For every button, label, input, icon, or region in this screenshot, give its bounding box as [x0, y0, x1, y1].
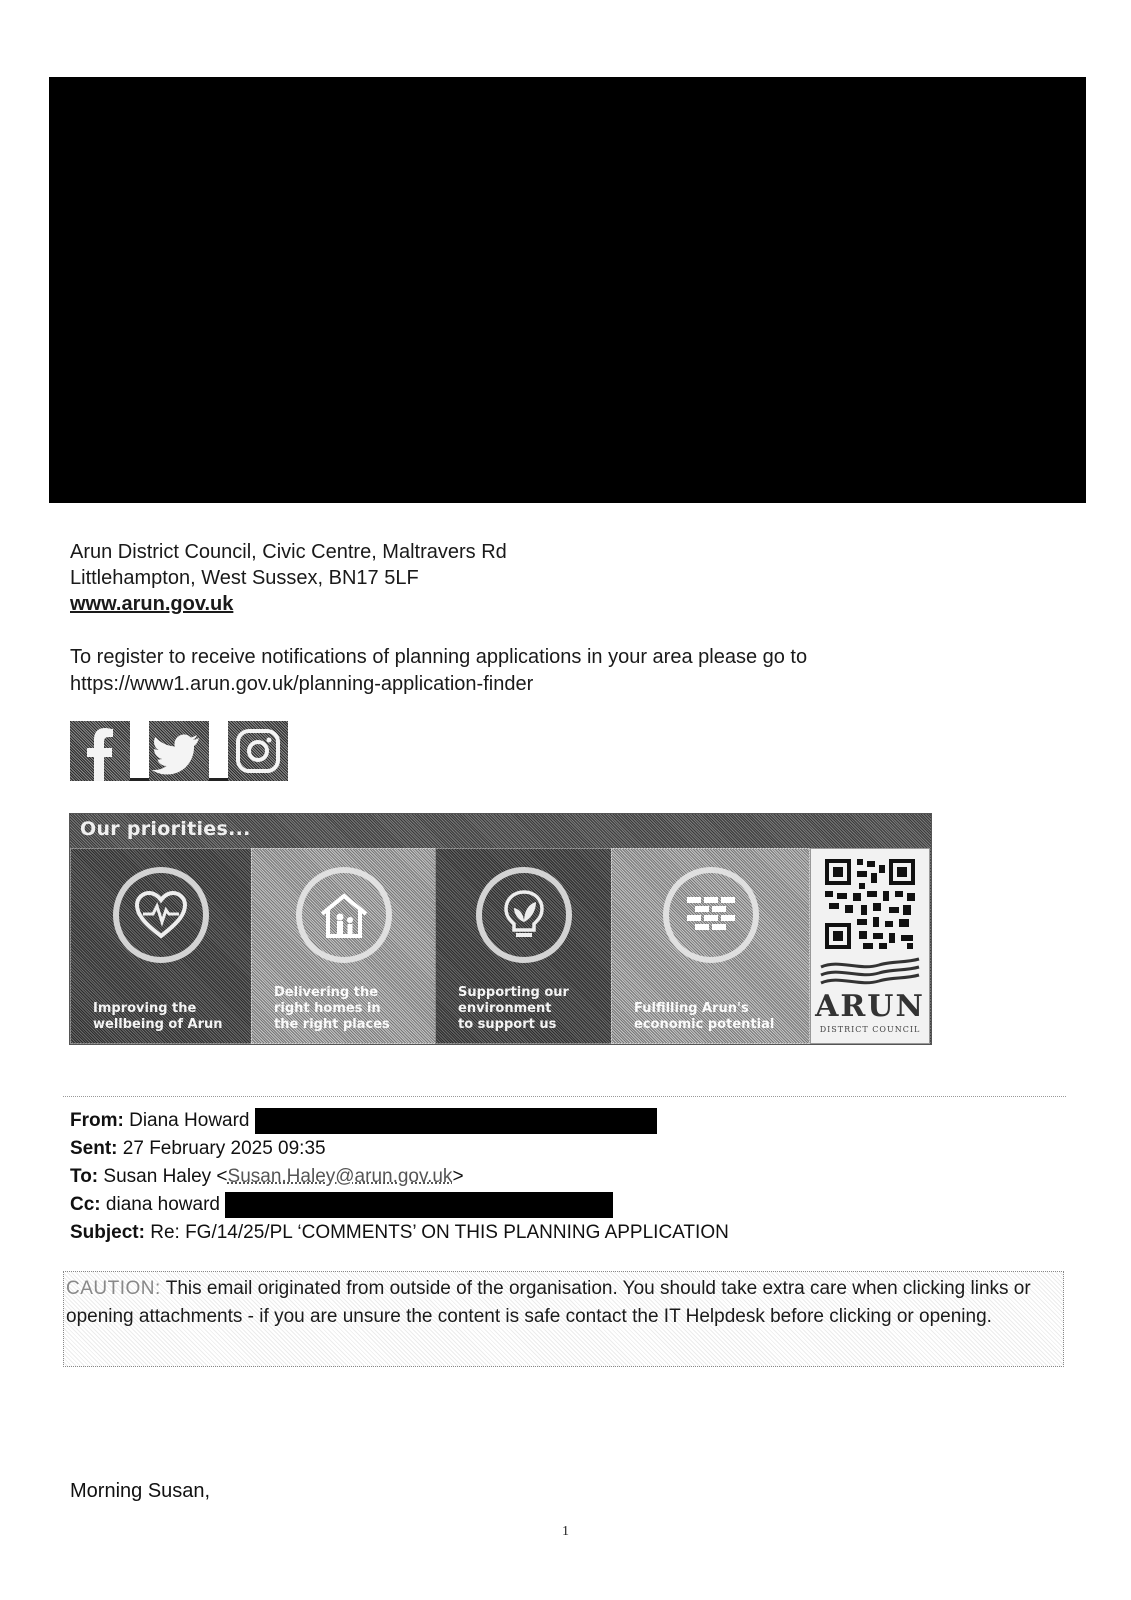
separator	[130, 721, 149, 781]
register-notice	[70, 644, 807, 698]
qr-logo-panel	[810, 848, 930, 1044]
caution-label: CAUTION:	[66, 1278, 161, 1299]
planning-finder-url[interactable]: https://www1.arun.gov.uk/planning-application-finder	[70, 673, 534, 695]
from-row: From: Diana Howard	[70, 1107, 729, 1135]
arun-logo-word: ARUN	[815, 989, 925, 1024]
redacted-block	[49, 77, 1086, 503]
priority-wellbeing	[70, 848, 252, 1044]
arun-logo-icon	[819, 957, 921, 992]
email-header	[70, 1107, 729, 1247]
qr-code-icon[interactable]	[823, 857, 917, 956]
twitter-icon[interactable]	[149, 721, 209, 781]
sent-row: Sent: 27 February 2025 09:35	[70, 1138, 326, 1159]
priority-label: Improving the wellbeing of Arun	[93, 1001, 223, 1032]
page-number: 1	[562, 1524, 569, 1539]
social-links	[70, 721, 288, 781]
priority-label: Delivering the right homes in the right places	[274, 985, 390, 1032]
bricks-icon	[663, 867, 759, 963]
arun-logo-subtitle: DISTRICT COUNCIL	[819, 1025, 921, 1034]
website-link[interactable]: www.arun.gov.uk	[70, 593, 234, 615]
to-row: To: Susan Haley <Susan.Haley@arun.gov.uk>	[70, 1166, 464, 1187]
lightbulb-leaf-icon	[476, 867, 572, 963]
priority-economy	[611, 848, 810, 1044]
priorities-title: Our priorities...	[80, 818, 251, 840]
priority-label: Fulfilling Arun's economic potential	[634, 1001, 775, 1032]
separator	[209, 721, 228, 781]
priorities-banner	[69, 813, 932, 1045]
address-line-2: Littlehampton, West Sussex, BN17 5LF	[70, 567, 419, 589]
redacted-email	[225, 1192, 613, 1218]
caution-banner	[63, 1271, 1064, 1367]
divider	[63, 1096, 1066, 1097]
redacted-email	[255, 1108, 657, 1134]
subject-value: Re: FG/14/25/PL ‘COMMENTS’ ON THIS PLANNING APPLICATION	[150, 1222, 729, 1243]
priority-homes	[251, 848, 436, 1044]
address-line-1: Arun District Council, Civic Centre, Maltravers Rd	[70, 541, 507, 563]
from-value: Diana Howard	[129, 1110, 250, 1131]
instagram-icon[interactable]	[228, 721, 288, 781]
caution-text: This email originated from outside of the organisation. You should take extra care when clicking links or opening attachments - if you are unsure the content is safe contact the IT Helpdesk before clicking or opening.	[66, 1278, 1031, 1327]
greeting: Morning Susan,	[70, 1480, 211, 1502]
priority-environment	[435, 848, 612, 1044]
sent-value: 27 February 2025 09:35	[122, 1138, 326, 1159]
house-icon	[296, 867, 392, 963]
subject-row: Subject: Re: FG/14/25/PL ‘COMMENTS’ ON THIS PLANNING APPLICATION	[70, 1222, 729, 1243]
register-text: To register to receive notifications of planning applications in your area please go to	[70, 646, 808, 668]
facebook-icon[interactable]	[70, 721, 130, 781]
priority-label: Supporting our environment to support us	[458, 985, 569, 1032]
cc-value: diana howard	[105, 1194, 220, 1215]
council-address	[70, 539, 507, 617]
cc-row: Cc: diana howard	[70, 1191, 729, 1219]
to-email-link[interactable]: Susan.Haley@arun.gov.uk	[227, 1166, 453, 1187]
heart-icon	[113, 867, 209, 963]
